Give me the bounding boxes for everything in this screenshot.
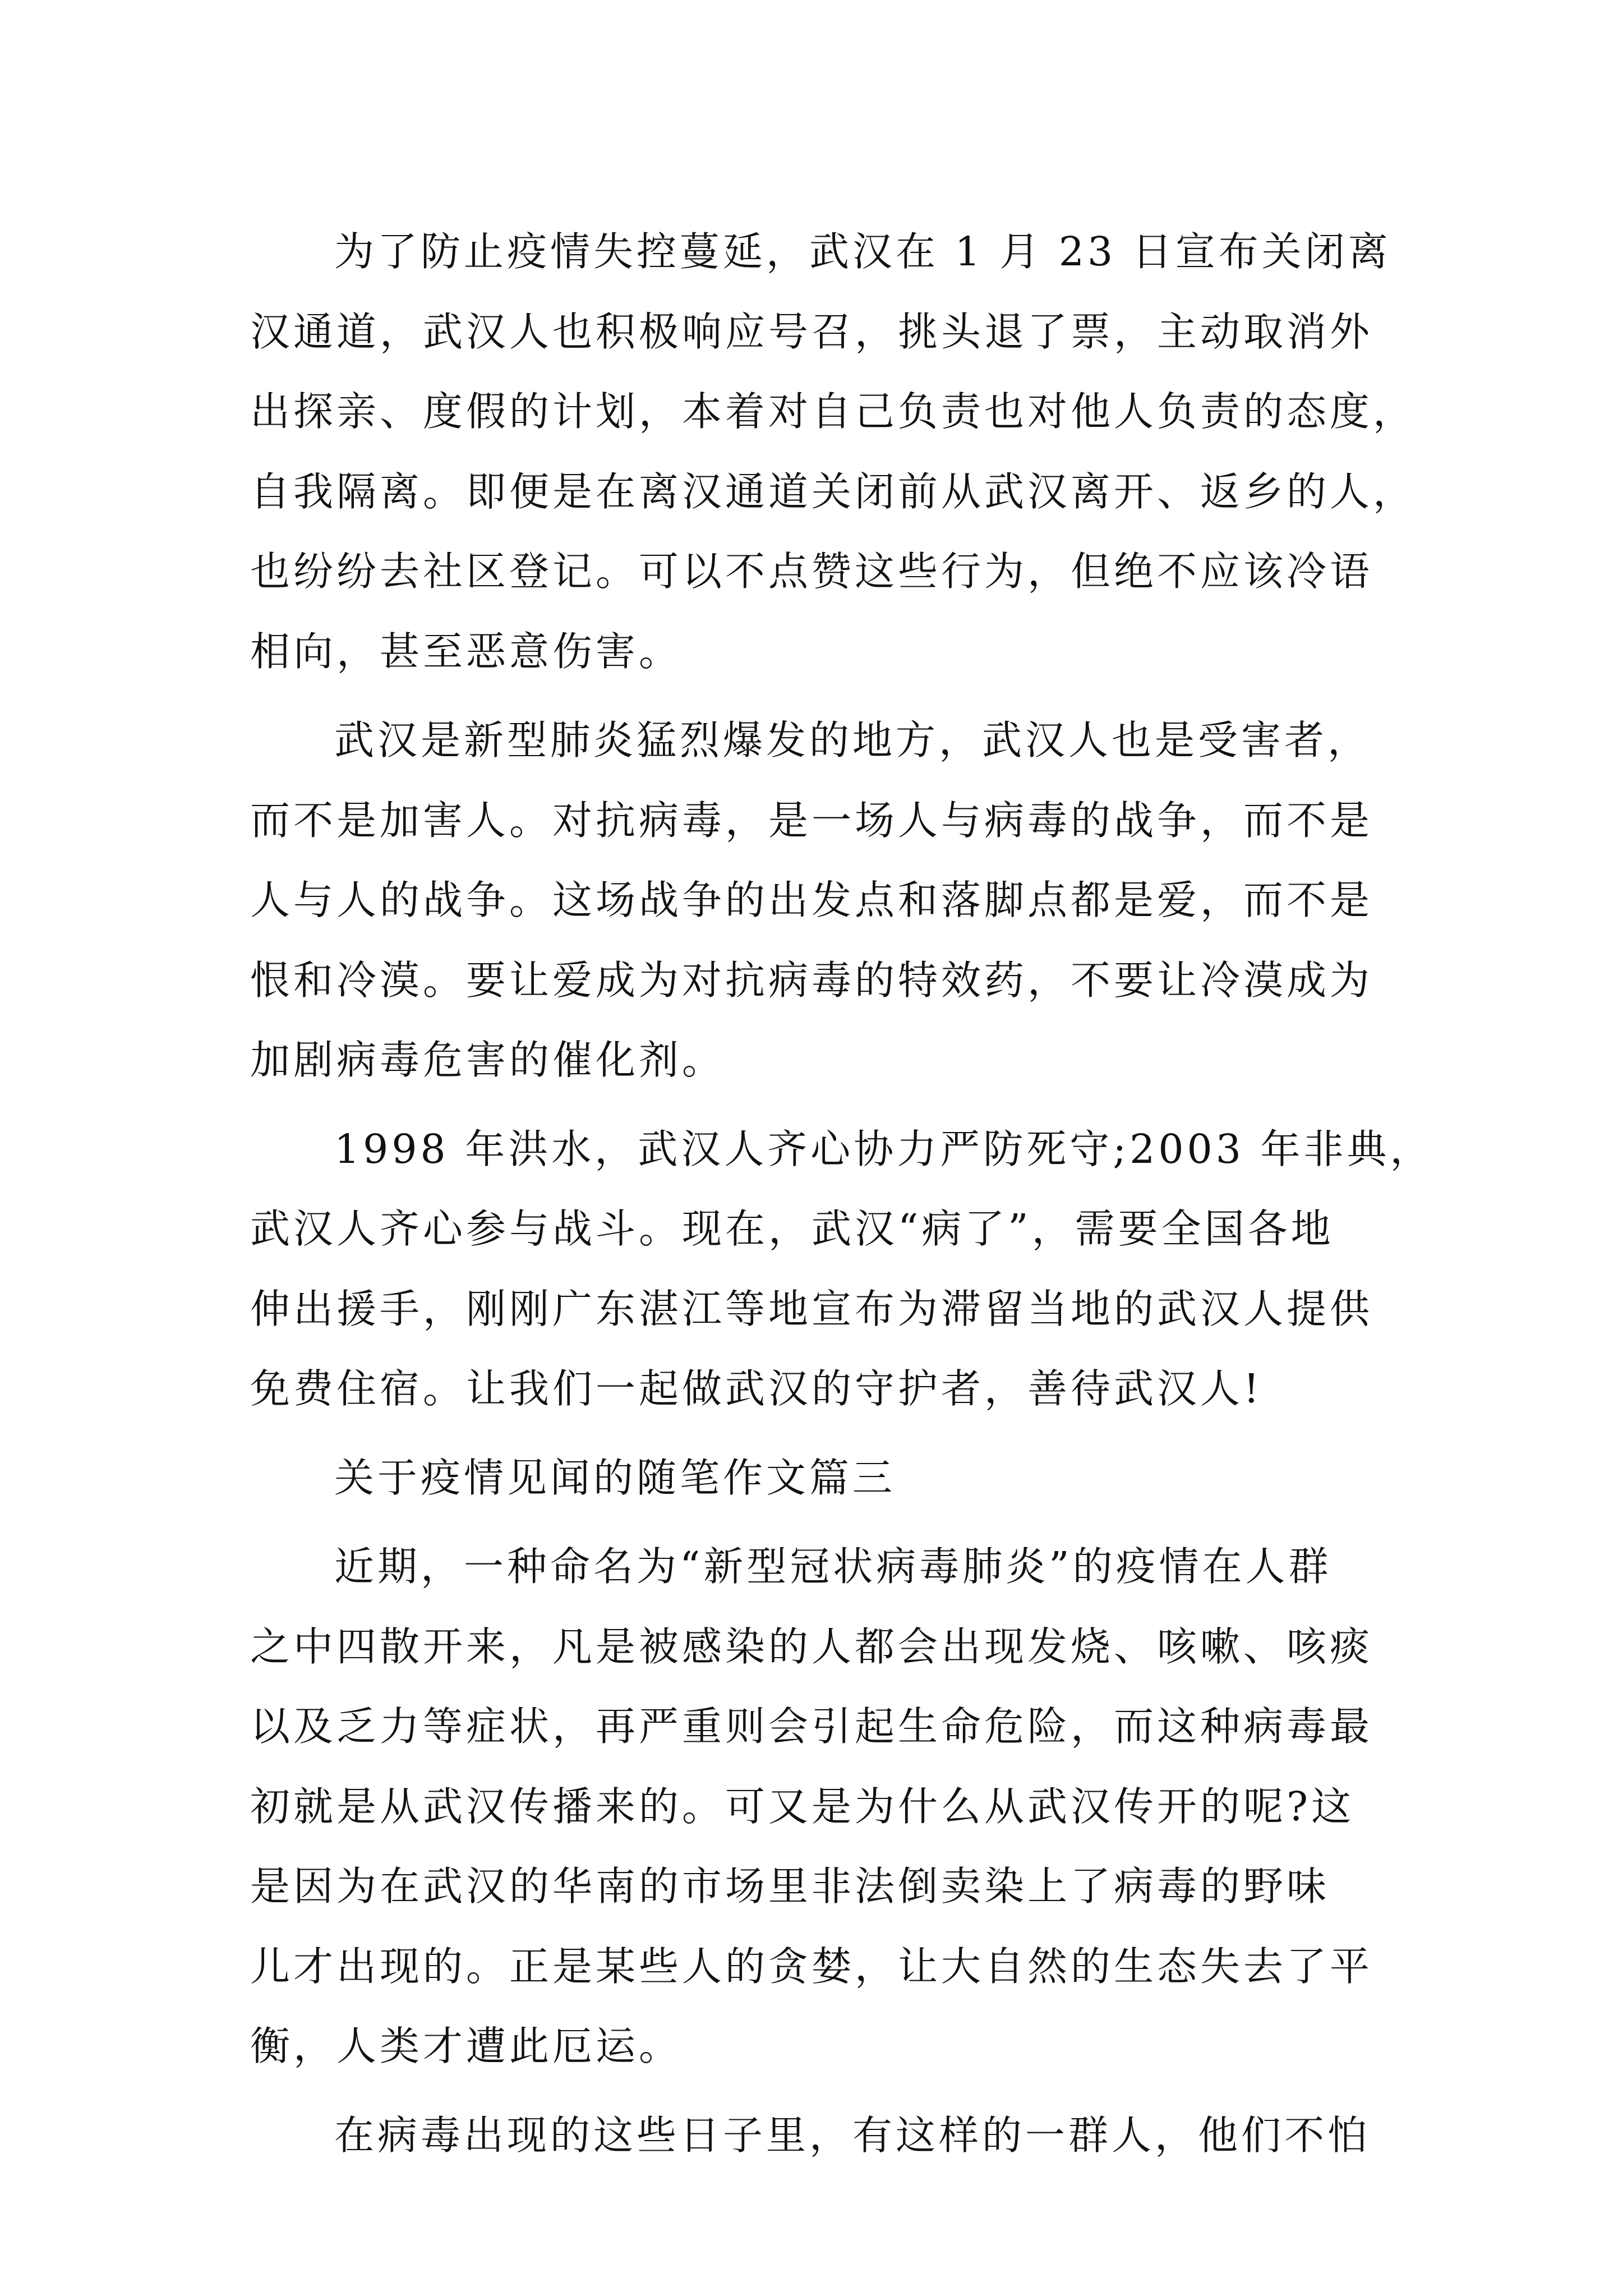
- text-line: 近期，一种命名为“新型冠状病毒肺炎”的疫情在人群: [334, 1543, 1332, 1590]
- text-line: 衡，人类才遭此厄运。: [250, 2023, 683, 2069]
- paragraph-5: [250, 2096, 1377, 2176]
- text-line: 武汉是新型肺炎猛烈爆发的地方，武汉人也是受害者，: [334, 717, 1371, 763]
- text-line: 而不是加害人。对抗病毒，是一场人与病毒的战争，而不是: [250, 797, 1373, 844]
- paragraph-gap: [250, 2087, 1377, 2096]
- text-line: 伸出援手，刚刚广东湛江等地宣布为滞留当地的武汉人提供: [250, 1285, 1373, 1332]
- text-line: 恨和冷漠。要让爱成为对抗病毒的特效药，不要让冷漠成为: [250, 956, 1373, 1004]
- paragraph-1: [250, 212, 1417, 692]
- text-line: 初就是从武汉传播来的。可又是为什么从武汉传开的呢?这: [250, 1783, 1355, 1830]
- text-line: 以及乏力等症状，再严重则会引起生命危险，而这种病毒最: [250, 1703, 1373, 1750]
- paragraph-gap: [250, 1429, 1377, 1438]
- document-body: [250, 212, 1433, 2175]
- text-line: 自我隔离。即便是在离汉通道关闭前从武汉离开、返乡的人，: [250, 468, 1417, 515]
- text-line: 人与人的战争。这场战争的出发点和落脚点都是爱，而不是: [250, 877, 1373, 923]
- text-line: 1998 年洪水，武汉人齐心协力严防死守;2003 年非典，: [334, 1125, 1433, 1172]
- text-line: 儿才出现的。正是某些人的贪婪，让大自然的生态失去了平: [250, 1943, 1373, 1990]
- text-line: 在病毒出现的这些日子里，有这样的一群人，他们不怕: [334, 2111, 1371, 2159]
- paragraph-3: [250, 1110, 1433, 1429]
- text-line: 之中四散开来，凡是被感染的人都会出现发烧、咳嗽、咳痰: [250, 1623, 1373, 1670]
- text-line: 是因为在武汉的华南的市场里非法倒卖染上了病毒的野味: [250, 1863, 1330, 1910]
- text-line: 武汉人齐心参与战斗。现在，武汉“病了”，需要全国各地: [250, 1205, 1334, 1252]
- paragraph-2: [250, 701, 1377, 1101]
- text-line: 出探亲、度假的计划，本着对自己负责也对他人负责的态度，: [250, 388, 1417, 435]
- text-line: 加剧病毒危害的催化剂。: [250, 1037, 726, 1083]
- paragraph-4: [250, 1527, 1377, 2087]
- text-line: 免费住宿。让我们一起做武汉的守护者，善待武汉人!: [250, 1365, 1263, 1412]
- paragraph-gap: [250, 1518, 1377, 1527]
- paragraph-gap: [250, 692, 1377, 701]
- heading-line: 关于疫情见闻的随笔作文篇三: [334, 1454, 896, 1501]
- paragraph-gap: [250, 1101, 1377, 1110]
- text-line: 汉通道，武汉人也积极响应号召，挑头退了票，主动取消外: [250, 308, 1373, 355]
- text-line: 也纷纷去社区登记。可以不点赞这些行为，但绝不应该冷语: [250, 548, 1373, 595]
- text-line: 相向，甚至恶意伤害。: [250, 628, 683, 675]
- text-line: 为了防止疫情失控蔓延，武汉在 1 月 23 日宣布关闭离: [334, 228, 1391, 275]
- section-heading: [250, 1438, 1377, 1519]
